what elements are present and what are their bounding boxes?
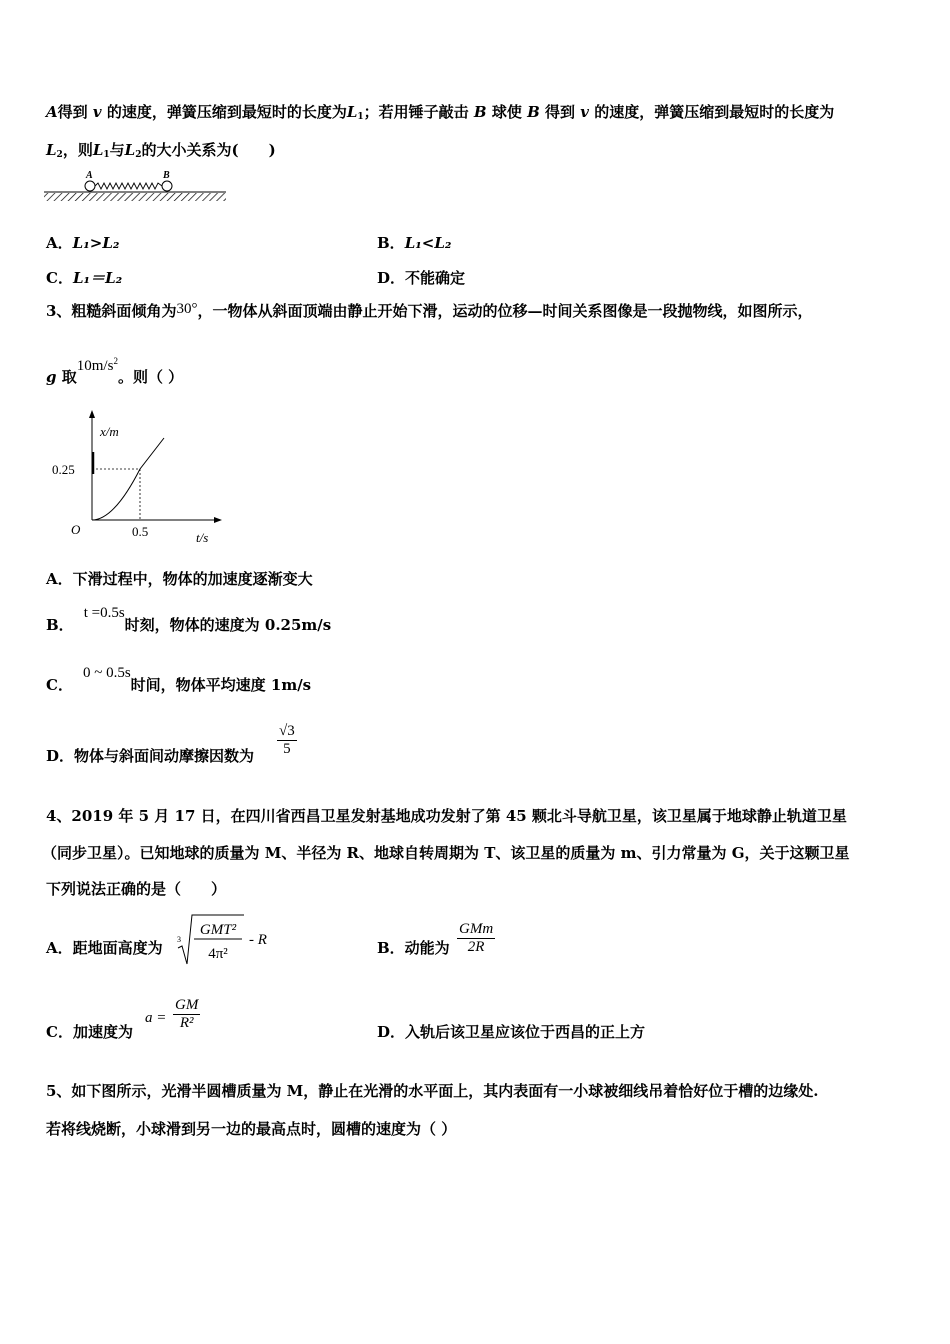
g-value: 10m/s: [76, 358, 114, 374]
q2-text: 得到: [57, 103, 88, 121]
option-text: 时间，物体平均速度 1m/s: [130, 676, 312, 694]
q4-text: （同步卫星）。已知地球的质量为 M、半径为 R、地球自转周期为 T、该卫星的质量为 m、引力常量为 G，关于这颗卫星: [42, 844, 850, 862]
g-exp: 2: [113, 356, 118, 366]
q2-option-b[interactable]: [377, 233, 452, 253]
q3-text: 取: [61, 368, 77, 386]
option-text: L₁<L₂: [404, 234, 452, 252]
fraction-num: √3: [279, 723, 295, 739]
q2-option-d[interactable]: [377, 268, 465, 288]
y-axis-label: x/m: [100, 424, 119, 439]
q5-stem-line2: [46, 1119, 456, 1139]
q2-sub: 1: [357, 112, 364, 122]
fraction-den: 5: [283, 741, 291, 757]
q4-stem-line2: [42, 843, 850, 863]
q5-text: 若将线烧断，小球滑到另一边的最高点时，圆槽的速度为（ ）: [46, 1120, 457, 1138]
y-tick: 0.25: [52, 462, 75, 477]
option-prefix: B．: [377, 234, 405, 252]
q3-var-g: g: [46, 368, 57, 386]
q2-ball-a: A: [46, 103, 58, 121]
q4-b-fraction: [457, 921, 495, 956]
origin-label: O: [71, 522, 81, 537]
label-b: B: [163, 170, 170, 181]
q2-var-l: L: [46, 141, 57, 159]
option-prefix: B．: [46, 616, 74, 634]
q2-text: 的速度，弹簧压缩到最短时的长度为: [594, 103, 835, 121]
fraction-den: 4π²: [208, 946, 228, 962]
q5-stem-line1: [46, 1081, 819, 1101]
x-axis-label: t/s: [196, 530, 209, 545]
q4-option-c[interactable]: [46, 1022, 133, 1042]
option-text: D．物体与斜面间动摩擦因数为: [46, 747, 255, 765]
q3-option-b[interactable]: [46, 605, 332, 636]
q3-stem-line2: [46, 356, 184, 388]
q3-text: 。则（ ）: [117, 368, 184, 386]
q3-option-c[interactable]: [46, 665, 312, 696]
q5-text: 5、如下图所示，光滑半圆槽质量为 M，静止在光滑的水平面上，其内表面有一小球被细线吊着恰好位于槽的边缘处.: [46, 1082, 819, 1100]
option-prefix: D．: [377, 269, 406, 287]
q2-text: 与: [109, 141, 125, 159]
ball-a: [85, 181, 95, 191]
q2-text: 得到: [545, 103, 576, 121]
option-prefix: C．: [46, 269, 73, 287]
option-prefix: A．: [46, 234, 73, 252]
q3-text: ，一物体从斜面顶端由静止开始下滑，运动的位移—时间关系图像是一段抛物线，如图所示，: [197, 302, 813, 320]
q2-sub: 2: [135, 150, 142, 160]
ball-b: [162, 181, 172, 191]
q2-option-a[interactable]: [46, 233, 119, 253]
q3-stem-line1: [46, 301, 812, 322]
q2-option-c[interactable]: [46, 268, 122, 288]
option-math: 0 ~ 0.5s: [82, 665, 131, 681]
q3-g-value: [77, 358, 118, 374]
spring-figure: [44, 168, 228, 204]
q3-angle: 30°: [176, 301, 198, 317]
q3-d-fraction: [277, 723, 297, 758]
ground-hatch: [44, 193, 226, 201]
q2-var-l: L: [124, 141, 136, 159]
spring: [95, 183, 162, 189]
option-prefix: C．: [46, 676, 73, 694]
q4-text: 下列说法正确的是（ ）: [46, 880, 227, 898]
q2-stem-line2: [46, 140, 276, 165]
q4-stem-line1: [46, 806, 847, 826]
q3-text: 3、粗糙斜面倾角为: [46, 302, 177, 320]
q4-text: 4、2019 年 5 月 17 日，在四川省西昌卫星发射基地成功发射了第 45 颗北斗导航卫星，该卫星属于地球静止轨道卫星: [46, 807, 847, 825]
q2-stem-line1: [46, 102, 834, 127]
option-text: 时刻，物体的速度为 0.25m/s: [124, 616, 332, 634]
formula-tail: - R: [249, 932, 267, 948]
option-text: C．加速度为: [46, 1023, 133, 1041]
q2-text: 的大小关系为( ): [141, 141, 276, 159]
q3-option-d[interactable]: [46, 746, 254, 766]
q2-text: 的速度，弹簧压缩到最短时的长度为: [106, 103, 347, 121]
option-text: L₁>L₂: [72, 234, 120, 252]
q4-option-b[interactable]: [377, 938, 450, 958]
x-axis-arrow: [89, 410, 95, 418]
fraction-den: 2R: [467, 939, 485, 955]
fraction-num: GMT²: [199, 922, 237, 938]
q4-option-d[interactable]: [377, 1022, 645, 1042]
xt-curve: [92, 438, 164, 520]
option-text: D．入轨后该卫星应该位于西昌的正上方: [377, 1023, 646, 1041]
fraction-num: GMm: [459, 921, 494, 937]
option-text: L₁＝L₂: [72, 269, 123, 287]
formula-lhs: a =: [145, 1010, 167, 1026]
option-text: 不能确定: [405, 269, 466, 287]
q2-text: ，则: [62, 141, 93, 159]
x-tick: 0.5: [132, 524, 149, 539]
t-axis-arrow: [214, 517, 222, 523]
xt-graph: [44, 408, 224, 550]
q2-text: 球使: [491, 103, 522, 121]
option-text: B．动能为: [377, 939, 450, 957]
option-text: A．距地面高度为: [46, 939, 163, 957]
q2-var-v: v: [92, 103, 102, 121]
fraction-den: R²: [179, 1015, 194, 1031]
label-a: A: [86, 170, 93, 181]
q4-a-formula: [174, 912, 286, 968]
q2-sub: 2: [56, 150, 63, 160]
option-text: A．下滑过程中，物体的加速度逐渐变大: [46, 570, 313, 588]
q2-sub: 1: [103, 150, 110, 160]
q2-text: ；若用锤子敲击: [363, 103, 469, 121]
option-math: t =0.5s: [83, 605, 125, 621]
q2-ball-b: B: [473, 103, 487, 121]
q2-var-l: L: [346, 103, 358, 121]
q2-var-v: v: [580, 103, 589, 121]
q3-option-a[interactable]: [46, 569, 313, 589]
fraction-num: GM: [175, 997, 199, 1013]
q2-var-l: L: [92, 141, 104, 159]
q4-c-fraction: [173, 997, 200, 1032]
q2-ball-b: B: [527, 103, 540, 121]
root-index: 3: [177, 935, 181, 944]
q4-option-a[interactable]: [46, 938, 163, 958]
q4-stem-line3: [46, 879, 226, 899]
